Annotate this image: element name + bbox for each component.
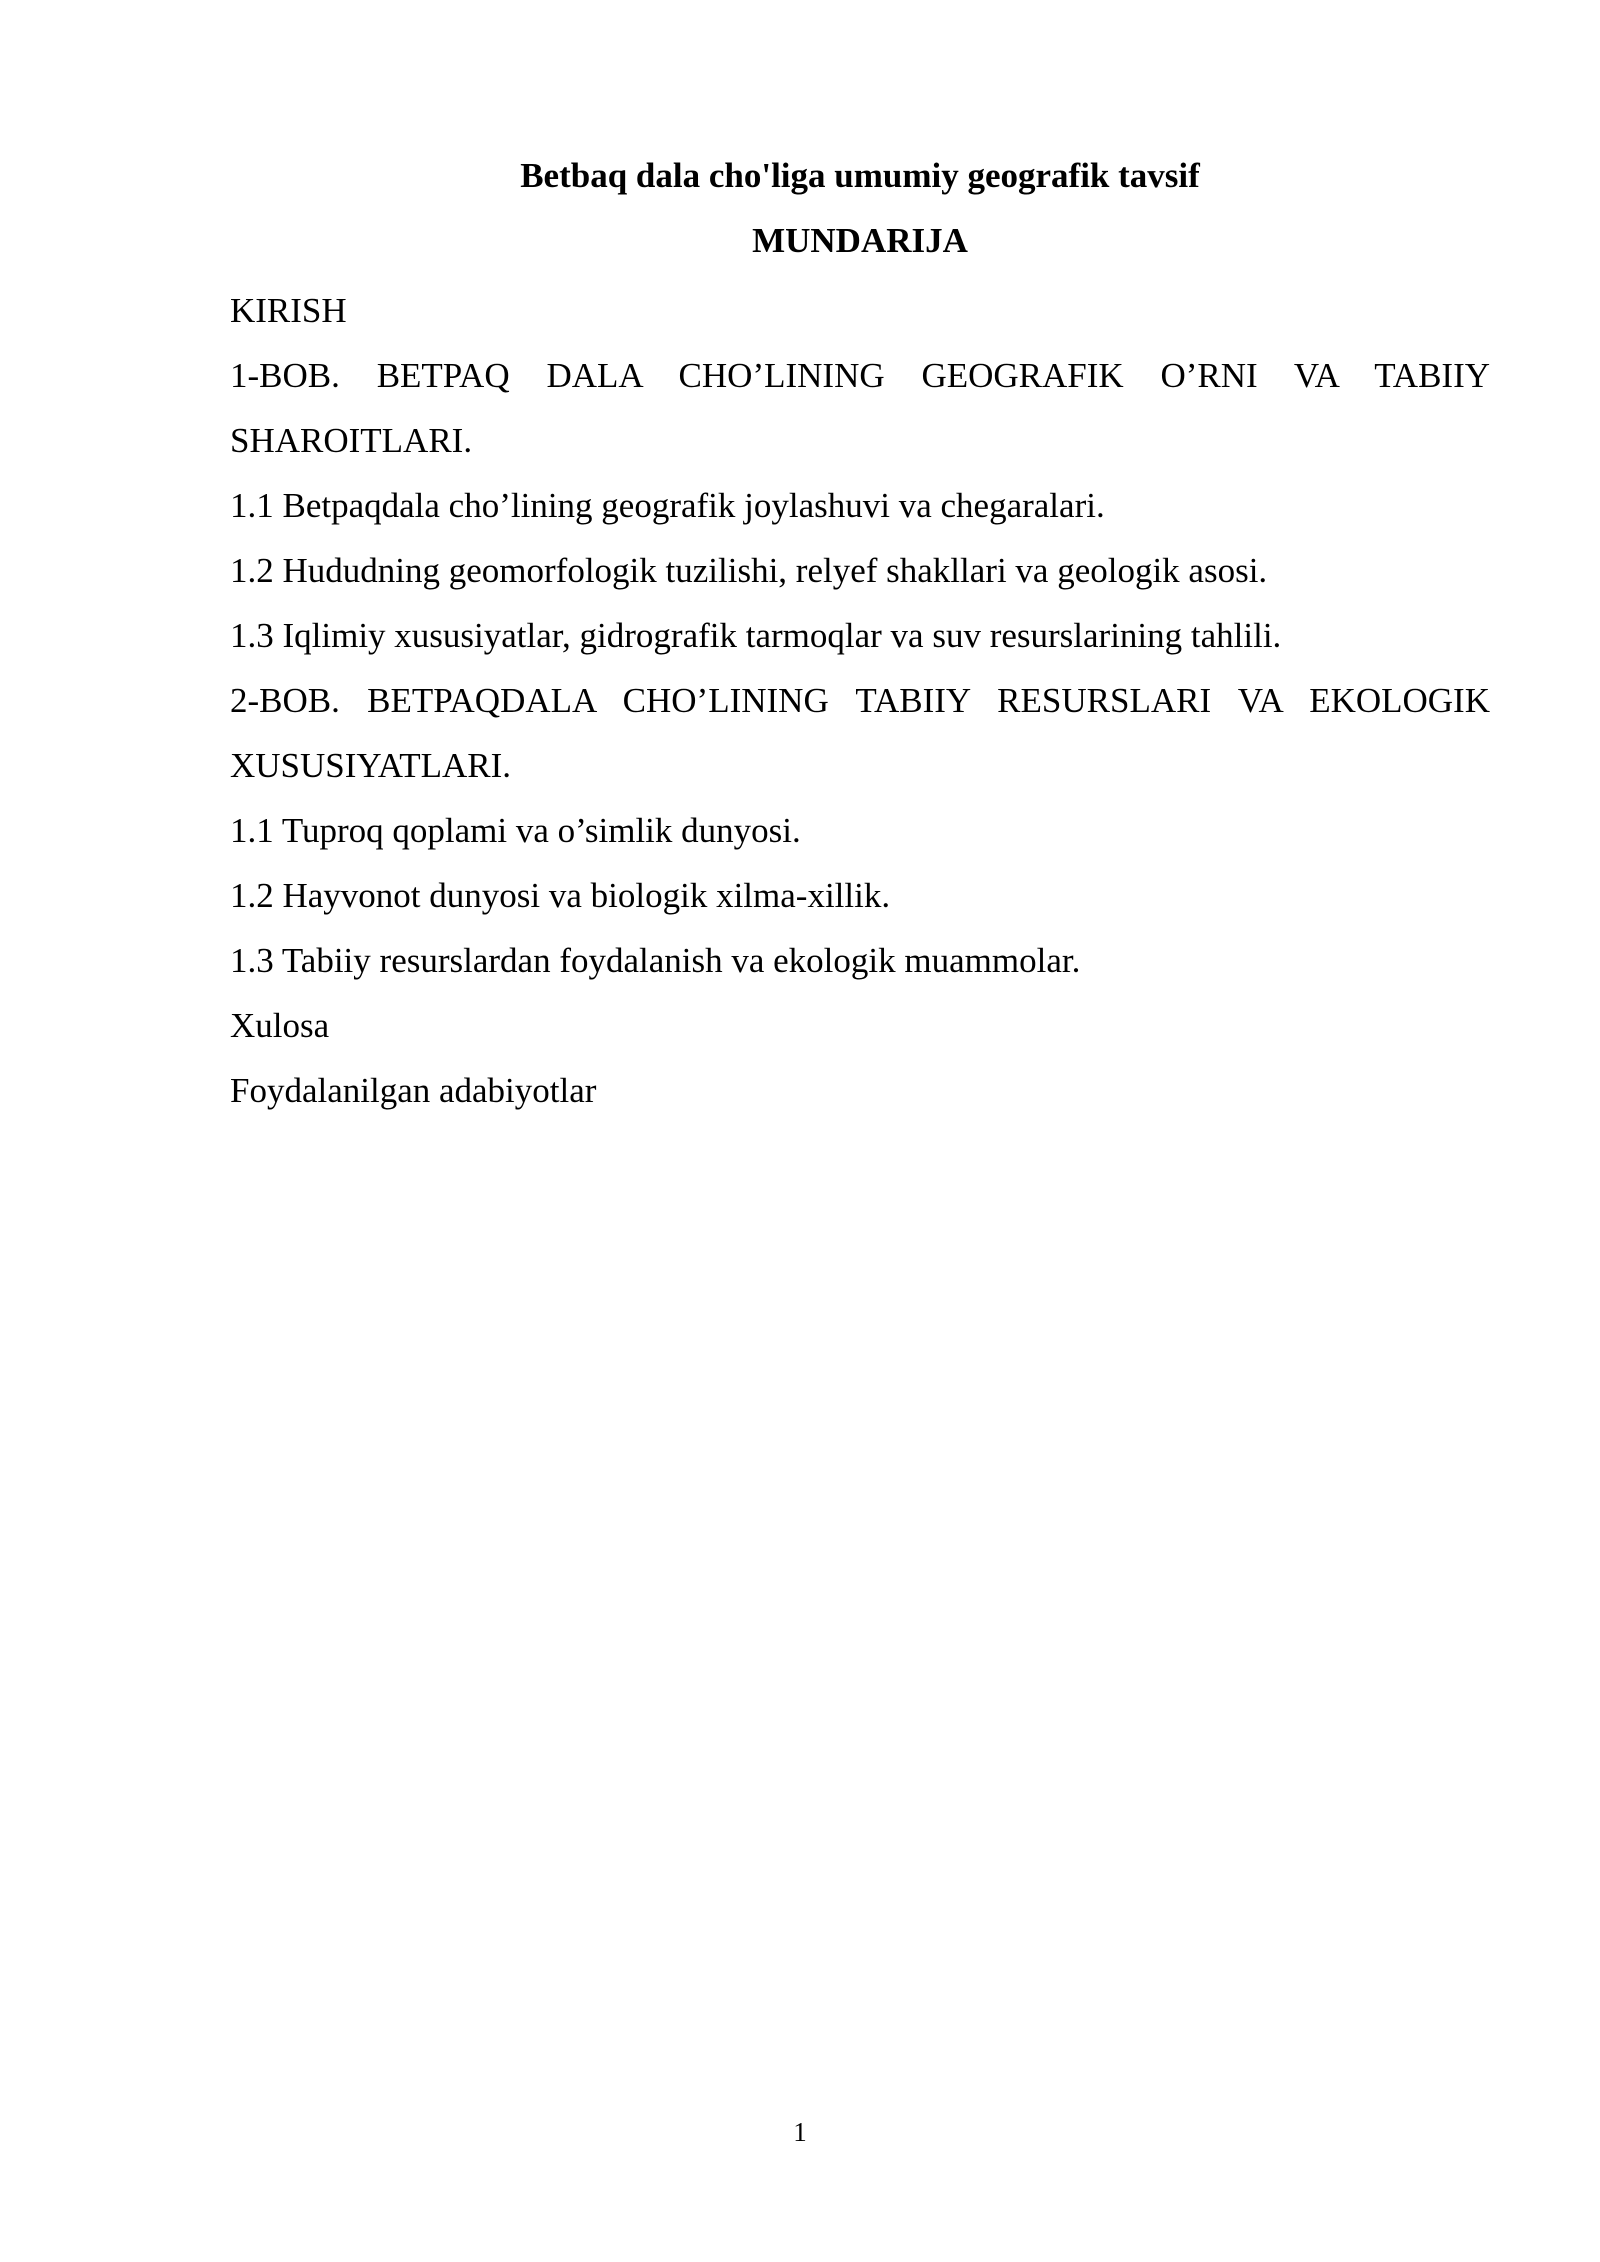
toc-item-section-2-2: 1.2 Hayvonot dunyosi va biologik xilma-xillik. <box>230 876 891 915</box>
toc-item-chapter-2: 2-BOB. BETPAQDALA CHO’LINING TABIIY RESURSLARI VA EKOLOGIK XUSUSIYATLARI. <box>230 681 1490 785</box>
toc-item-section-1-1: 1.1 Betpaqdala cho’lining geografik joylashuvi va chegaralari. <box>230 486 1105 525</box>
page-number: 1 <box>793 2117 807 2147</box>
toc-item-section-1-2: 1.2 Hududning geomorfologik tuzilishi, relyef shakllari va geologik asosi. <box>230 551 1268 590</box>
toc-item-references: Foydalanilgan adabiyotlar <box>230 1071 597 1110</box>
toc-item-section-1-3: 1.3 Iqlimiy xususiyatlar, gidrografik tarmoqlar va suv resurslarining tahlili. <box>230 616 1282 655</box>
toc-heading: MUNDARIJA <box>752 221 968 260</box>
toc-item-introduction: KIRISH <box>230 291 347 330</box>
toc-item-chapter-1: 1-BOB. BETPAQ DALA CHO’LINING GEOGRAFIK O’RNI VA TABIIY SHAROITLARI. <box>230 356 1490 460</box>
toc-item-conclusion: Xulosa <box>230 1006 330 1045</box>
toc-item-section-2-1: 1.1 Tuproq qoplami va o’simlik dunyosi. <box>230 811 801 850</box>
table-of-contents <box>230 278 1490 1123</box>
document-title: Betbaq dala cho'liga umumiy geografik tavsif <box>520 156 1200 195</box>
toc-item-section-2-3: 1.3 Tabiiy resurslardan foydalanish va ekologik muammolar. <box>230 941 1081 980</box>
